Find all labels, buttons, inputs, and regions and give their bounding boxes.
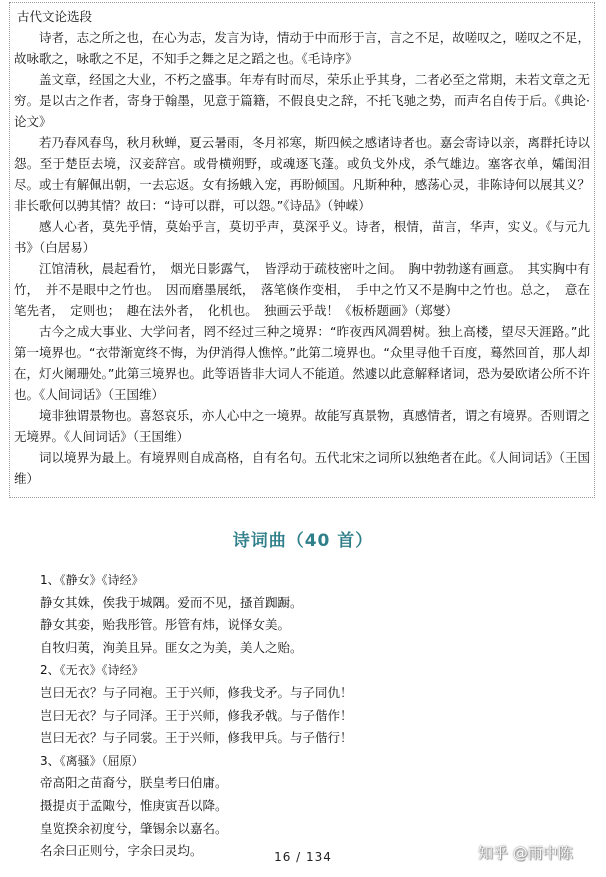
poem-line: 皇览揆余初度兮，肇锡余以嘉名。 <box>40 820 228 836</box>
literary-theory-section <box>9 2 595 498</box>
paragraph-dian-lun: 盖文章，经国之大业，不朽之盛事。年寿有时而尽，荣乐止乎其身，二者必至之常期，未若文章之无穷。是以古之作者，寄身于翰墨，见意于篇籍，不假良史之辞，不托飞驰之势，而声名自传于后。《典论·论文》 <box>14 72 590 129</box>
paragraph-banqiao-tihua: 江馆清秋，晨起看竹， 烟光日影露气， 皆浮动于疏枝密叶之间。 胸中勃勃遂有画意。 其实胸中有竹， 并不是眼中之竹也。 因而磨墨展纸， 落笔倏作变相， 手中之竹又不是胸中之竹也。总之， 意在笔先者， 定则也； 趣在法外者， 化机也。 独画云乎哉！《板桥题画》（郑燮） <box>14 261 590 318</box>
poem-title: 1、《静女》《诗经》 <box>40 573 144 587</box>
poem-line: 静女其姝，俟我于城隅。爱而不见，搔首踟蹰。 <box>40 594 303 610</box>
paragraph-renjian-cihua-2: 境非独谓景物也。喜怒哀乐，亦人心中之一境界。故能写真景物，真感情者，谓之有境界。否则谓之无境界。《人间词话》（王国维） <box>14 408 590 444</box>
poem-line: 岂曰无衣？与子同泽。王于兴师，修我矛戟。与子偕作！ <box>40 707 353 723</box>
paragraph-renjian-cihua-1: 古今之成大事业、大学问者，罔不经过三种之境界：“昨夜西风凋碧树。独上高楼，望尽天涯路。”此第一境界也。“衣带渐宽终不悔，为伊消得人憔悴。”此第二境界也。“众里寻他千百度，蓦然回首，那人却在，灯火阑珊处。”此第三境界也。此等语皆非大词人不能道。然遽以此意解释诸词，恐为晏欧诸公所不许也。《人间词话》（王国维） <box>14 324 590 402</box>
poems-heading: 诗词曲（40 首） <box>232 531 374 551</box>
poem-line: 静女其娈，贻我彤管。彤管有炜，说怿女美。 <box>40 617 291 633</box>
poem-line: 名余曰正则兮，字余曰灵均。 <box>40 843 203 859</box>
paragraph-shi-pin: 若乃春风春鸟，秋月秋蝉，夏云暑雨，冬月祁寒，斯四候之感诸诗者也。嘉会寄诗以亲，离群托诗以怨。至于楚臣去境，汉妾辞宫。或骨横朔野，或魂逐飞蓬。或负戈外戍，杀气雄边。塞客衣单，孀闺泪尽。或士有解佩出朝，一去忘返。女有扬蛾入宠，再盼倾国。凡斯种种，感荡心灵，非陈诗何以展其义？非长歌何以骋其情？故曰：“诗可以群，可以怨。”《诗品》（钟嵘） <box>14 135 590 213</box>
paragraph-renjian-cihua-3: 词以境界为最上。有境界则自成高格，自有名句。五代北宋之词所以独绝者在此。《人间词话》（王国维） <box>14 450 590 486</box>
poem-line: 自牧归荑，洵美且异。匪女之为美，美人之贻。 <box>40 639 303 655</box>
poem-title: 2、《无衣》《诗经》 <box>40 663 144 678</box>
poem-line: 摄提贞于孟陬兮，惟庚寅吾以降。 <box>40 797 228 813</box>
poem-list <box>40 569 580 863</box>
page-number: 16 / 134 <box>274 850 332 864</box>
poem-wu-yi <box>40 659 580 749</box>
poem-jing-nv <box>40 569 580 659</box>
section-title: 古代文论选段 <box>17 9 93 24</box>
poem-line: 帝高阳之苗裔兮，朕皇考曰伯庸。 <box>40 775 228 791</box>
poem-line: 岂曰无衣？与子同袍。王于兴师，修我戈矛。与子同仇！ <box>40 684 353 700</box>
poem-line: 岂曰无衣？与子同裳。王于兴师，修我甲兵。与子偕行！ <box>40 730 353 746</box>
watermark-text: 知乎 @雨中陈 <box>478 844 573 862</box>
paragraph-yu-yuan-jiu-shu: 感人心者，莫先乎情，莫始乎言，莫切乎声，莫深乎义。诗者，根情，苗言，华声，实义。《与元九书》（白居易） <box>14 219 590 255</box>
paragraph-mao-shi-xu: 诗者，志之所之也，在心为志，发言为诗，情动于中而形于言，言之不足，故嗟叹之，嗟叹之不足，故咏歌之，咏歌之不足，不知手之舞之足之蹈之也。《毛诗序》 <box>14 30 590 66</box>
poem-title: 3、《离骚》（屈原） <box>40 753 144 768</box>
